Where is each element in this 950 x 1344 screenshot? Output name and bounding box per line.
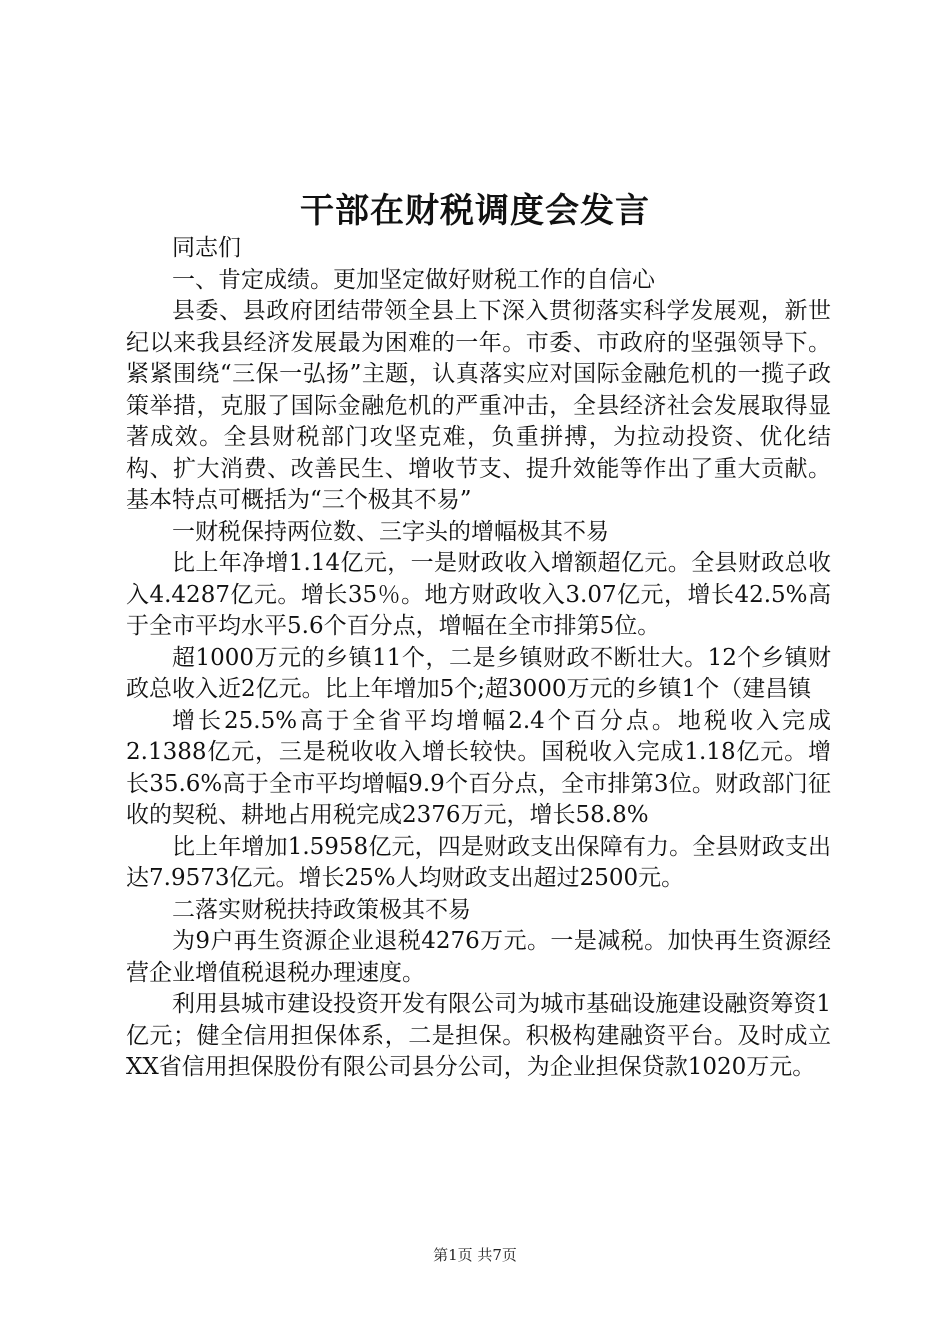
paragraph-subheading: 二落实财税扶持政策极其不易 xyxy=(172,896,471,923)
paragraph: 利用县城市建设投资开发有限公司为城市基础设施建设融资筹资1亿元；健全信用担保体系，二是担保。积极构建融资平台。及时成立XX省信用担保股份有限公司县分公司，为企业担保贷款1020万元。 xyxy=(126,991,831,1080)
document-title: 干部在财税调度会发言 xyxy=(300,191,650,231)
page-footer: 第1页 共7页 xyxy=(433,1246,517,1264)
document-body xyxy=(126,233,831,1084)
paragraph: 县委、县政府团结带领全县上下深入贯彻落实科学发展观，新世纪以来我县经济发展最为困难的一年。市委、市政府的坚强领导下。紧紧围绕“三保一弘扬”主题，认真落实应对国际金融危机的一揽子政策举措，克服了国际金融危机的严重冲击，全县经济社会发展取得显著成效。全县财税部门攻坚克难，负重拼搏，为拉动投资、优化结构、扩大消费、改善民生、增收节支、提升效能等作出了重大贡献。基本特点可概括为“三个极其不易” xyxy=(126,298,831,513)
paragraph: 比上年净增1.14亿元，一是财政收入增额超亿元。全县财政总收入4.4287亿元。增长35％。地方财政收入3.07亿元，增长42.5%高于全市平均水平5.6个百分点，增幅在全市排第5位。 xyxy=(126,550,831,639)
paragraph: 为9户再生资源企业退税4276万元。一是减税。加快再生资源经营企业增值税退税办理速度。 xyxy=(126,928,831,986)
paragraph-subheading: 一财税保持两位数、三字头的增幅极其不易 xyxy=(172,518,609,545)
paragraph: 超1000万元的乡镇11个，二是乡镇财政不断壮大。12个乡镇财政总收入近2亿元。比上年增加5个;超3000万元的乡镇1个（建昌镇 xyxy=(126,644,831,702)
paragraph-greeting: 同志们 xyxy=(172,235,241,261)
paragraph-heading-1: 一、肯定成绩。更加坚定做好财税工作的自信心 xyxy=(172,266,655,293)
paragraph: 比上年增加1.5958亿元，四是财政支出保障有力。全县财政支出达7.9573亿元。增长25%人均财政支出超过2500元。 xyxy=(126,833,831,891)
paragraph: 增长25.5%高于全省平均增幅2.4个百分点。地税收入完成2.1388亿元，三是税收收入增长较快。国税收入完成1.18亿元。增长35.6%高于全市平均增幅9.9个百分点，全市排第3位。财政部门征收的契税、耕地占用税完成2376万元，增长58.8% xyxy=(126,707,831,828)
